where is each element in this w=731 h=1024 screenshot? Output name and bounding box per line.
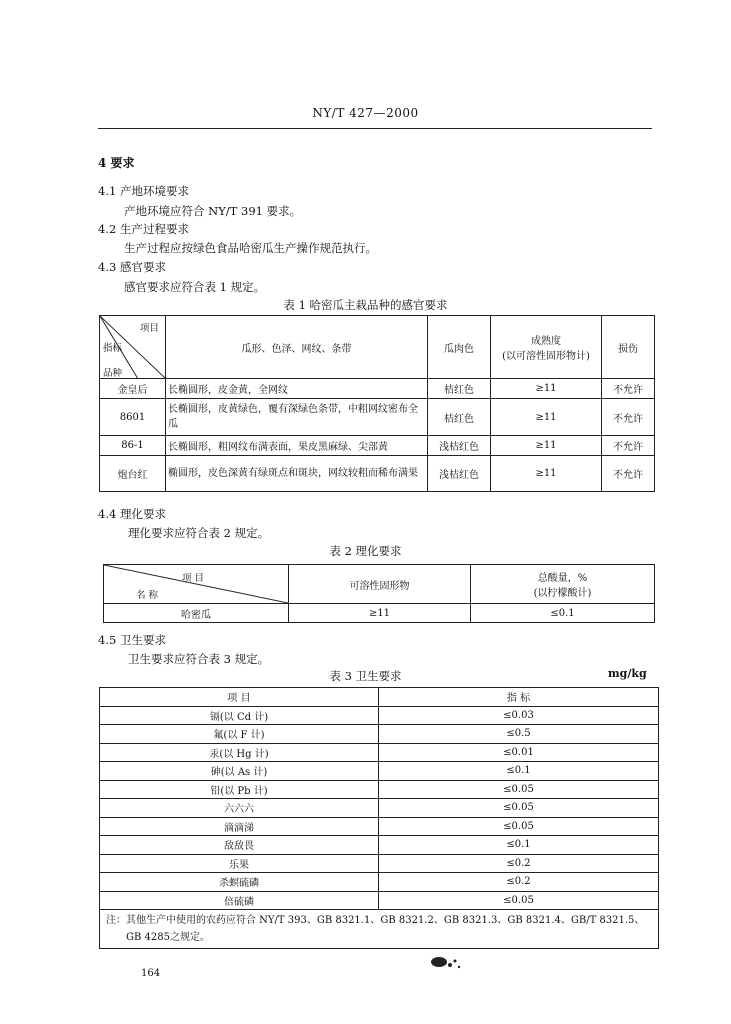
variety-cell: 金皇后 (100, 379, 166, 399)
ink-smudge-mark (428, 954, 464, 972)
header-acid (471, 565, 655, 604)
item-cell: 六六六 (100, 799, 379, 818)
solids-cell: ≥11 (289, 604, 471, 623)
table-3-note-line2: GB 4285之规定。 (126, 932, 210, 943)
shape-cell: 长椭圆形，粗网纹布满表面，果皮黑麻绿、尖部黄 (166, 436, 428, 456)
page-header-title: NY/T 427—2000 (312, 106, 419, 120)
damage-cell: 不允许 (602, 436, 655, 456)
section-4-title: 4 要求 (98, 156, 135, 170)
value-cell: ≤0.05 (379, 799, 659, 818)
header-damage: 损伤 (602, 316, 655, 379)
table-3-note-line1: 注：其他生产中使用的农药应符合 NY/T 393、GB 8321.1、GB 8321.2、GB 8321.3、GB 8321.4、GB/T 8321.5、 (106, 915, 645, 926)
section-4-4-title: 4.4 理化要求 (98, 507, 166, 521)
corner-variety-label: 品种 (103, 368, 123, 379)
table-row (104, 604, 655, 623)
table-3-caption: 表 3 卫生要求 (329, 669, 402, 683)
corner-item-label: 项目 (139, 323, 159, 334)
value-cell: ≤0.03 (379, 706, 659, 725)
section-4-2-title: 4.2 生产过程要求 (98, 222, 189, 236)
item-cell: 铅(以 Pb 计) (100, 780, 379, 799)
table-1-corner-cell (100, 316, 166, 379)
section-4-2-text: 生产过程应按绿色食品哈密瓜生产操作规范执行。 (124, 241, 377, 255)
table-row (100, 399, 655, 436)
header-ripeness (491, 316, 602, 379)
value-cell: ≤0.1 (379, 836, 659, 855)
header-shape: 瓜形、色泽、网纹、条带 (166, 316, 428, 379)
corner-index-label: 指标 (103, 343, 123, 354)
table-1 (99, 315, 655, 492)
item-cell: 杀螟硫磷 (100, 873, 379, 892)
item-cell: 乐果 (100, 854, 379, 873)
page-number: 164 (141, 968, 161, 979)
section-4-1-text: 产地环境应符合 NY/T 391 要求。 (124, 204, 302, 218)
table-2-corner-cell (104, 565, 289, 604)
section-4-3-text: 感官要求应符合表 1 规定。 (124, 280, 266, 294)
acid-cell: ≤0.1 (471, 604, 655, 623)
header-rule (98, 128, 652, 129)
flesh-cell: 浅桔红色 (428, 456, 491, 492)
table-row (100, 762, 659, 781)
damage-cell: 不允许 (602, 456, 655, 492)
section-4-3-title: 4.3 感官要求 (98, 260, 166, 274)
value-cell: ≤0.2 (379, 854, 659, 873)
value-cell: ≤0.5 (379, 725, 659, 744)
ripeness-cell: ≥11 (491, 456, 602, 492)
header-acid-line2: (以柠檬酸计) (533, 588, 592, 599)
table-row (100, 743, 659, 762)
shape-cell: 长椭圆形，皮金黄，全网纹 (166, 379, 428, 399)
section-4-4-text: 理化要求应符合表 2 规定。 (128, 526, 270, 540)
table-row (100, 817, 659, 836)
ripeness-cell: ≥11 (491, 399, 602, 436)
value-cell: ≤0.05 (379, 780, 659, 799)
item-cell: 镉(以 Cd 计) (100, 706, 379, 725)
table-3-unit: mg/kg (608, 667, 647, 680)
variety-cell: 炮台红 (100, 456, 166, 492)
item-cell: 敌敌畏 (100, 836, 379, 855)
table-row (100, 836, 659, 855)
table-1-caption: 表 1 哈密瓜主栽品种的感官要求 (283, 298, 448, 312)
section-4-1-title: 4.1 产地环境要求 (98, 184, 189, 198)
value-cell: ≤0.1 (379, 762, 659, 781)
item-cell: 汞(以 Hg 计) (100, 743, 379, 762)
table-row (100, 780, 659, 799)
header-solids: 可溶性固形物 (289, 565, 471, 604)
table-2 (103, 564, 655, 623)
damage-cell: 不允许 (602, 399, 655, 436)
table-3 (99, 687, 659, 949)
variety-cell: 86-1 (100, 436, 166, 456)
section-4-5-title: 4.5 卫生要求 (98, 633, 166, 647)
table-row (100, 854, 659, 873)
header-ripeness-line2: (以可溶性固形物计) (502, 351, 590, 362)
value-cell: ≤0.2 (379, 873, 659, 892)
item-cell: 砷(以 As 计) (100, 762, 379, 781)
header-ripeness-line1: 成熟度 (531, 336, 561, 347)
flesh-cell: 桔红色 (428, 399, 491, 436)
table-row (100, 799, 659, 818)
shape-cell: 长椭圆形，皮黄绿色，覆有深绿色条带，中粗网纹密布全瓜 (166, 399, 428, 436)
ripeness-cell: ≥11 (491, 436, 602, 456)
table-row (100, 873, 659, 892)
section-4-5-text: 卫生要求应符合表 3 规定。 (128, 652, 270, 666)
table-2-caption: 表 2 理化要求 (329, 544, 402, 558)
shape-cell: 椭圆形，皮色深黄有绿斑点和斑块，网纹较粗而稀布满果 (166, 456, 428, 492)
table-row (100, 456, 655, 492)
value-cell: ≤0.01 (379, 743, 659, 762)
corner-name-label: 名 称 (136, 590, 159, 601)
corner-item-label: 项 目 (182, 573, 205, 584)
damage-cell: 不允许 (602, 379, 655, 399)
header-item: 项 目 (100, 688, 379, 707)
name-cell: 哈密瓜 (104, 604, 289, 623)
item-cell: 滴滴涕 (100, 817, 379, 836)
header-flesh: 瓜肉色 (428, 316, 491, 379)
table-row (100, 891, 659, 910)
item-cell: 氟(以 F 计) (100, 725, 379, 744)
table-row (100, 725, 659, 744)
flesh-cell: 浅桔红色 (428, 436, 491, 456)
item-cell: 倍硫磷 (100, 891, 379, 910)
table-row (100, 379, 655, 399)
table-row (100, 706, 659, 725)
table-row (100, 436, 655, 456)
flesh-cell: 桔红色 (428, 379, 491, 399)
header-acid-line1: 总酸量，% (537, 573, 588, 584)
header-index: 指 标 (379, 688, 659, 707)
ripeness-cell: ≥11 (491, 379, 602, 399)
value-cell: ≤0.05 (379, 817, 659, 836)
value-cell: ≤0.05 (379, 891, 659, 910)
variety-cell: 8601 (100, 399, 166, 436)
table-3-note (100, 910, 659, 949)
